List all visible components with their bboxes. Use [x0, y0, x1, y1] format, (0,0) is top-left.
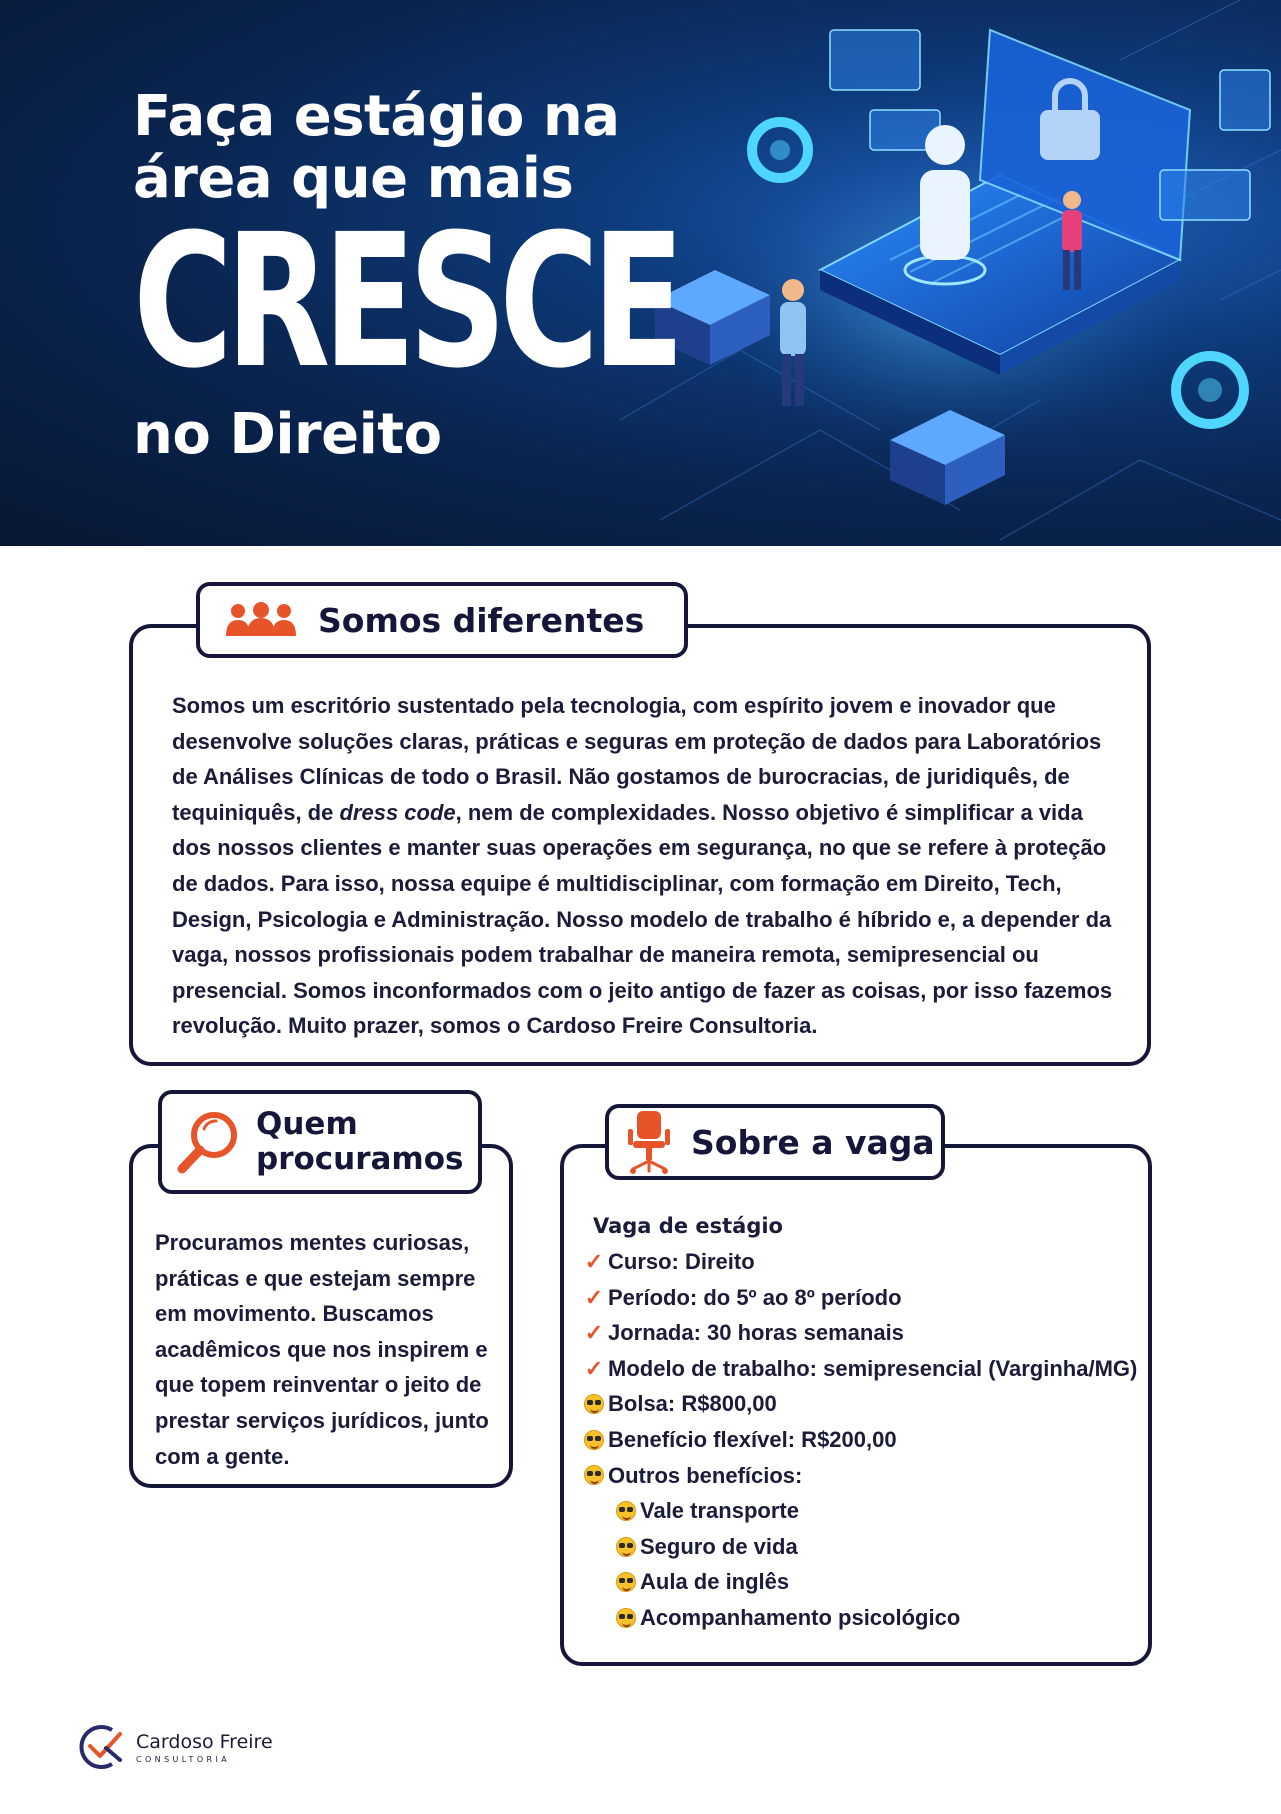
quem-procuramos-title — [256, 1107, 463, 1177]
quem-procuramos-tab — [158, 1090, 482, 1194]
star-struck-emoji-icon — [580, 1394, 608, 1414]
list-item-text: Aula de inglês — [640, 1569, 790, 1595]
hero-line-3: no Direito — [133, 402, 442, 467]
somos-text-italic: dress code — [339, 799, 456, 825]
list-item — [612, 1529, 1140, 1565]
star-struck-emoji-icon — [612, 1501, 640, 1521]
somos-diferentes-tab — [196, 582, 688, 658]
check-icon: ✓ — [584, 1249, 604, 1274]
sobre-vaga-title: Sobre a vaga — [691, 1122, 935, 1162]
list-item-text: Jornada: 30 horas semanais — [608, 1320, 904, 1346]
magnifier-icon — [176, 1109, 242, 1175]
cardoso-freire-logo — [76, 1722, 273, 1772]
vaga-details-list — [580, 1208, 1140, 1636]
somos-diferentes-text — [172, 688, 1122, 1044]
star-struck-emoji-icon — [580, 1465, 608, 1485]
somos-diferentes-title: Somos diferentes — [318, 600, 645, 640]
list-item-text: Outros benefícios: — [608, 1462, 803, 1488]
quem-procuramos-text: Procuramos mentes curiosas, práticas e que estejam sempre em movimento. Buscamos acadêmicos que nos inspirem e que topem reinventar o jeito de prestar serviços jurídicos, junto com a gente. — [155, 1230, 489, 1469]
list-item — [580, 1280, 1140, 1316]
list-item — [580, 1315, 1140, 1351]
team-icon — [224, 602, 298, 638]
quem-title-line-2: procuramos — [256, 1141, 464, 1177]
list-item-text: Bolsa: R$800,00 — [608, 1391, 777, 1417]
check-icon: ✓ — [584, 1284, 604, 1310]
logo-text — [136, 1731, 273, 1764]
list-item-text: Período: do 5º ao 8º período — [608, 1284, 902, 1310]
list-item — [580, 1458, 1140, 1494]
list-item-text: Modelo de trabalho: semipresencial (Varginha/MG) — [608, 1355, 1138, 1381]
logo-name: Cardoso Freire — [136, 1730, 273, 1753]
list-item-text: Benefício flexível: R$200,00 — [608, 1426, 897, 1452]
list-item — [612, 1564, 1140, 1600]
list-item — [580, 1244, 1140, 1280]
check-icon: ✓ — [584, 1320, 604, 1346]
list-item — [580, 1422, 1140, 1458]
hero-line-1: Faça estágio na — [133, 84, 620, 149]
list-item — [612, 1600, 1140, 1636]
list-item-text: Seguro de vida — [640, 1533, 798, 1559]
star-struck-emoji-icon — [580, 1430, 608, 1450]
somos-text-part-1: Somos um escritório sustentado pela tecnologia, com espírito jovem e inovador que desenvolve soluções claras, práticas e seguras em proteção de dados para Laboratórios de Análises Clínicas de todo o Brasil. Não gostamos de burocracias, de juridiquês, de tequiniquês, de — [172, 693, 1102, 825]
list-item — [580, 1386, 1140, 1422]
quem-title-line-1: Quem — [256, 1106, 358, 1142]
star-struck-emoji-icon — [612, 1572, 640, 1592]
office-chair-icon — [627, 1109, 671, 1175]
somos-text-part-2: , nem de complexidades. Nosso objetivo é simplificar a vida dos nossos clientes e manter suas operações em segurança, no que se refere à proteção de dados. Para isso, nossa equipe é multidisciplinar, com formação em Direito, Tech, Design, Psicologia e Administração. Nosso modelo de trabalho é híbrido e, a depender da vaga, nossos profissionais podem trabalhar de maneira remota, semipresencial ou presencial. Somos inconformados com o jeito antigo de fazer as coisas, por isso fazemos revolução. Muito prazer, somos o Cardoso Freire Consultoria. — [172, 799, 1113, 1039]
hero-banner — [0, 0, 1281, 546]
check-icon: ✓ — [584, 1355, 604, 1381]
list-item-text: Vale transporte — [640, 1498, 799, 1524]
hero-line-2: área que mais — [133, 146, 574, 211]
star-struck-emoji-icon — [612, 1537, 640, 1557]
logo-mark-icon — [76, 1722, 128, 1772]
list-item-text: Curso: Direito — [608, 1249, 755, 1274]
list-item-text: Acompanhamento psicológico — [640, 1604, 961, 1630]
list-item — [580, 1351, 1140, 1387]
star-struck-emoji-icon — [612, 1608, 640, 1628]
logo-subtitle: CONSULTORIA — [136, 1754, 231, 1764]
hero-headline-cresce: CRESCE — [133, 195, 678, 409]
vaga-heading: Vaga de estágio — [593, 1214, 783, 1238]
sobre-vaga-tab — [605, 1104, 945, 1180]
hero-title — [133, 86, 869, 466]
list-item — [612, 1493, 1140, 1529]
